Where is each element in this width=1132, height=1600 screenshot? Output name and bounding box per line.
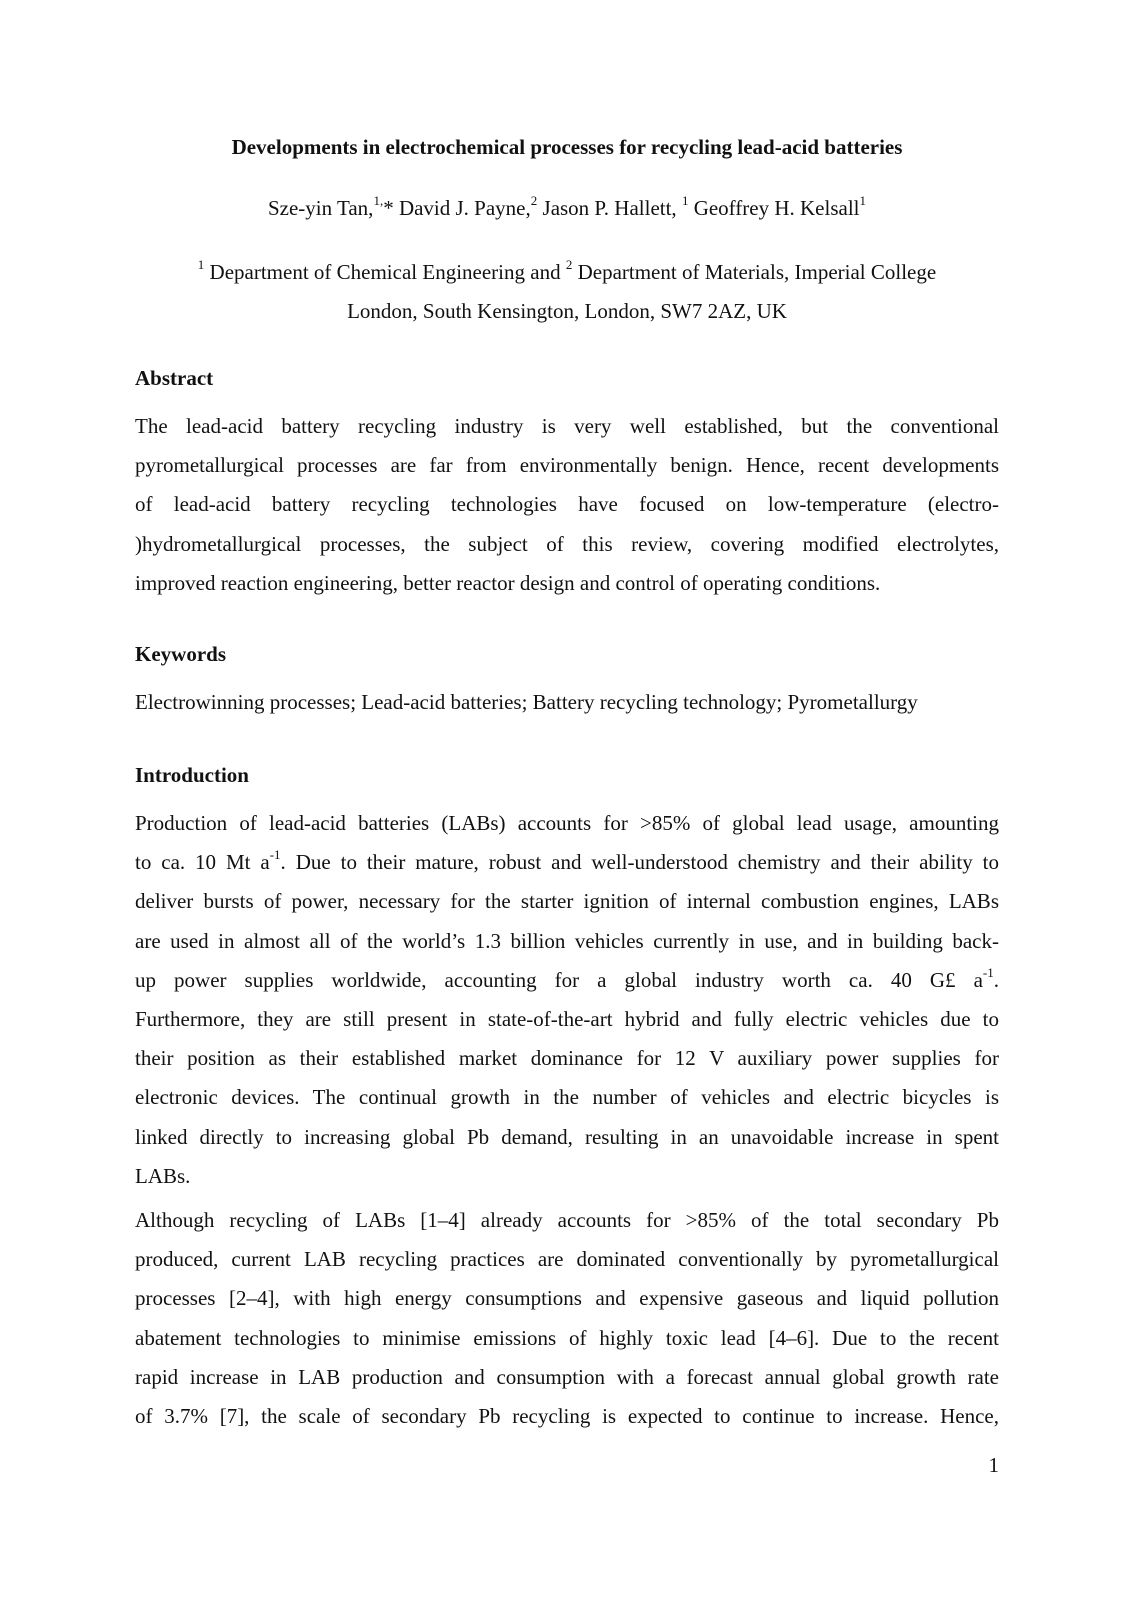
affiliations: [135, 253, 999, 331]
introduction-paragraph-2: [135, 1201, 999, 1436]
intro-line: to ca. 10 Mt $a^{-1}$. Due to their mature, robust and well-understood chemistry and their ability to: [135, 847, 999, 875]
intro-line: LABs.: [135, 1163, 191, 1188]
abstract-line: improved reaction engineering, better reactor design and control of operating conditions.: [135, 570, 881, 595]
paper-title: Developments in electrochemical processes for recycling lead-acid batteries: [231, 135, 903, 159]
page-number: 1: [988, 1453, 999, 1477]
keywords-text: [135, 683, 999, 722]
paper-page: [135, 0, 999, 1600]
affiliation-line-2: London, South Kensington, London, SW7 2AZ, UK: [347, 299, 787, 323]
author-2-affiliation: 2: [530, 193, 538, 208]
abstract-line: pyrometallurgical processes are far from environmentally benign. Hence, recent developments: [135, 453, 999, 478]
intro-line: rapid increase in LAB production and consumption with a forecast annual global growth rate: [135, 1364, 999, 1389]
abstract-line: of lead-acid battery recycling technologies have focused on low-temperature (electro-: [135, 492, 999, 517]
intro-line: Although recycling of LABs [1–4] already accounts for >85% of the total secondary Pb: [135, 1208, 999, 1232]
intro-line: electronic devices. The continual growth in the number of vehicles and electric bicycles is: [135, 1085, 999, 1110]
author-4: Geoffrey H. Kelsall: [688, 196, 860, 220]
author-1: Sze-yin Tan,: [267, 196, 374, 220]
intro-line: Production of lead-acid batteries (LABs) accounts for >85% of global lead usage, amounting: [135, 811, 999, 835]
intro-line: abatement technologies to minimise emissions of highly toxic lead [4–6]. Due to the recent: [135, 1325, 999, 1350]
introduction-paragraph-1: [135, 804, 999, 1196]
abstract-line: )hydrometallurgical processes, the subject of this review, covering modified electrolytes,: [135, 531, 999, 556]
author-list: [135, 193, 999, 223]
introduction-heading: Introduction: [135, 763, 249, 787]
abstract-text: [135, 407, 999, 603]
abstract-heading: Abstract: [135, 366, 214, 390]
intro-line: of 3.7% [7], the scale of secondary Pb recycling is expected to continue to increase. Hence,: [135, 1403, 999, 1428]
intro-line: deliver bursts of power, necessary for the starter ignition of internal combustion engines, LABs: [135, 889, 999, 914]
intro-line: Furthermore, they are still present in state-of-the-art hybrid and fully electric vehicles due to: [135, 1006, 999, 1031]
intro-line: linked directly to increasing global Pb demand, resulting in an unavoidable increase in spent: [135, 1124, 999, 1149]
intro-line: their position as their established market dominance for 12 V auxiliary power supplies for: [135, 1046, 999, 1071]
author-1-affiliation: 1,: [373, 193, 384, 208]
intro-line: processes [2–4], with high energy consumptions and expensive gaseous and liquid pollution: [135, 1286, 999, 1311]
keywords-line: Electrowinning processes; Lead-acid batteries; Battery recycling technology; Pyrometallurgy: [135, 690, 918, 714]
intro-line: are used in almost all of the world’s 1.3 billion vehicles currently in use, and in building back-: [135, 928, 999, 953]
author-3: Jason P. Hallett,: [537, 196, 682, 220]
author-3-affiliation: 1: [681, 193, 689, 208]
affiliation-line-1: $^1$ Department of Chemical Engineering and $^2$ Department of Materials, Imperial College: [197, 257, 937, 284]
intro-line: produced, current LAB recycling practices are dominated conventionally by pyrometallurgical: [135, 1247, 999, 1272]
author-4-affiliation: 1: [859, 193, 866, 208]
keywords-heading: Keywords: [135, 642, 226, 666]
intro-line: up power supplies worldwide, accounting for a global industry worth ca. 40 G£ $a^{-1}$.: [135, 964, 999, 992]
abstract-line: The lead-acid battery recycling industry is very well established, but the conventional: [135, 414, 999, 438]
author-2: * David J. Payne,: [383, 196, 531, 220]
